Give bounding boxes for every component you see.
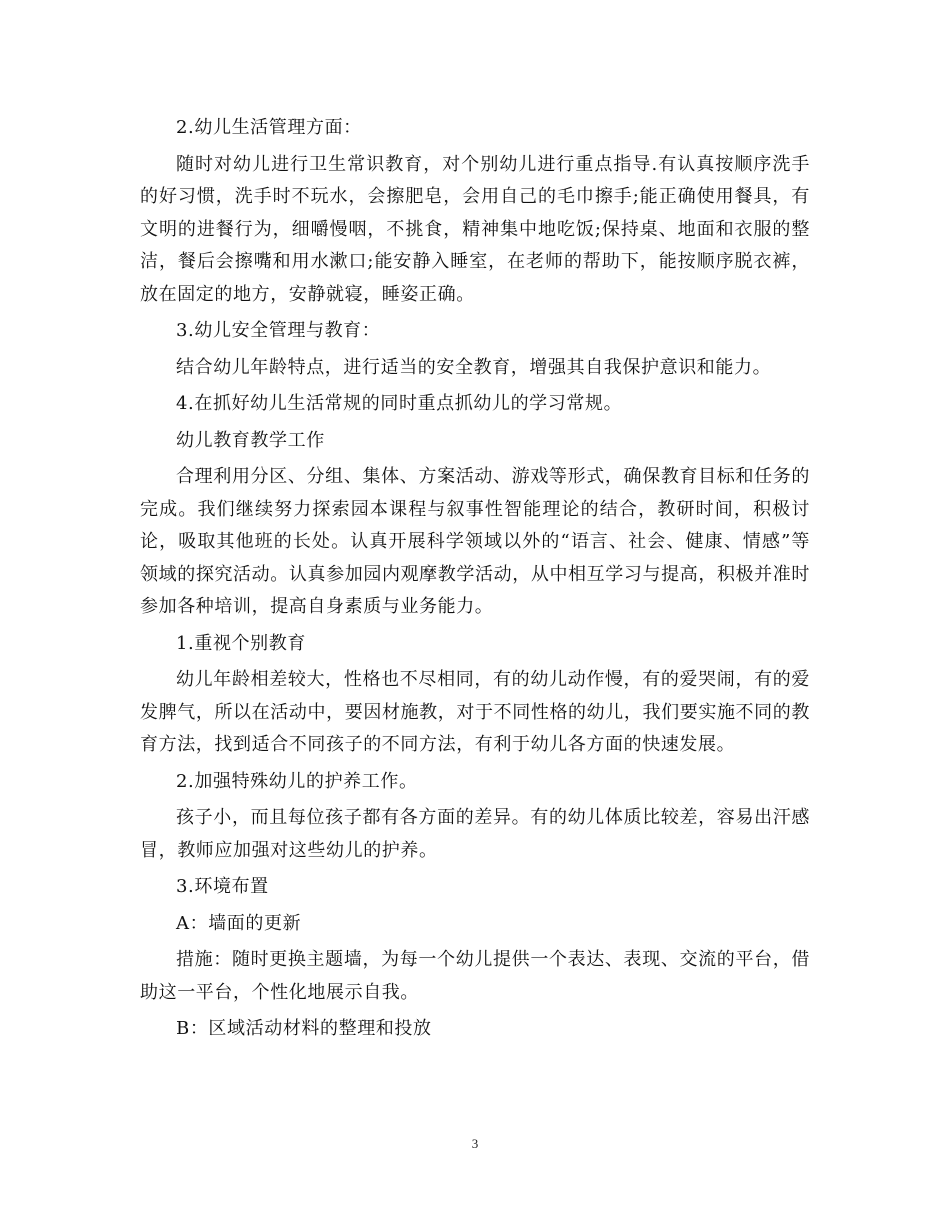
heading-environment: 3.环境布置 — [176, 876, 269, 897]
paragraph-teaching: 合理利用分区、分组、集体、方案活动、游戏等形式，确保教育目标和任务的完成。我们继续努力探索园本课程与叙事性智能理论的结合，教研时间，积极讨论，吸取其他班的长处。认真开展科学领域以外的“语言、社会、健康、情感”等领域的探究活动。认真参加园内观摩教学活动，从中相互学习与提高，积极并准时参加各种培训，提高自身素质与业务能力。 — [140, 466, 810, 617]
paragraph-safety: 结合幼儿年龄特点，进行适当的安全教育，增强其自我保护意识和能力。 — [176, 356, 772, 378]
paragraph-individual-education: 幼儿年龄相差较大，性格也不尽相同，有的幼儿动作慢，有的爱哭闹，有的爱发脾气，所以在活动中，要因材施教，对于不同性格的幼儿，我们要实施不同的教育方法，找到适合不同孩子的不同方法，有利于幼儿各方面的快速发展。 — [140, 669, 810, 755]
heading-learning-routine: 4.在抓好幼儿生活常规的同时重点抓幼儿的学习常规。 — [176, 393, 623, 414]
heading-area-materials: B：区域活动材料的整理和投放 — [176, 1018, 432, 1039]
paragraph-hygiene: 随时对幼儿进行卫生常识教育，对个别幼儿进行重点指导.有认真按顺序洗手的好习惯，洗手时不玩水，会擦肥皂，会用自己的毛巾擦手;能正确使用餐具，有文明的进餐行为，细嚼慢咽，不挑食，精神集中地吃饭;保持桌、地面和衣服的整洁，餐后会擦嘴和用水漱口;能安静入睡室，在老师的帮助下，能按顺序脱衣裤，放在固定的地方，安静就寝，睡姿正确。 — [140, 153, 810, 305]
paragraph-special-care: 孩子小，而且每位孩子都有各方面的差异。有的幼儿体质比较差，容易出汗感冒，教师应加强对这些幼儿的护养。 — [140, 807, 810, 861]
heading-wall-update: A：墙面的更新 — [176, 912, 302, 934]
heading-individual-education: 1.重视个别教育 — [176, 632, 306, 654]
heading-safety-management: 3.幼儿安全管理与教育： — [176, 320, 381, 341]
heading-life-management: 2.幼儿生活管理方面： — [176, 117, 362, 138]
page-number: 3 — [471, 1136, 479, 1151]
heading-special-care: 2.加强特殊幼儿的护养工作。 — [176, 770, 418, 792]
paragraph-wall-update: 措施：随时更换主题墙，为每一个幼儿提供一个表达、表现、交流的平台，借助这一平台，个性化地展示自我。 — [140, 949, 810, 1003]
document-body — [140, 112, 810, 1046]
heading-teaching-work: 幼儿教育教学工作 — [176, 429, 325, 451]
